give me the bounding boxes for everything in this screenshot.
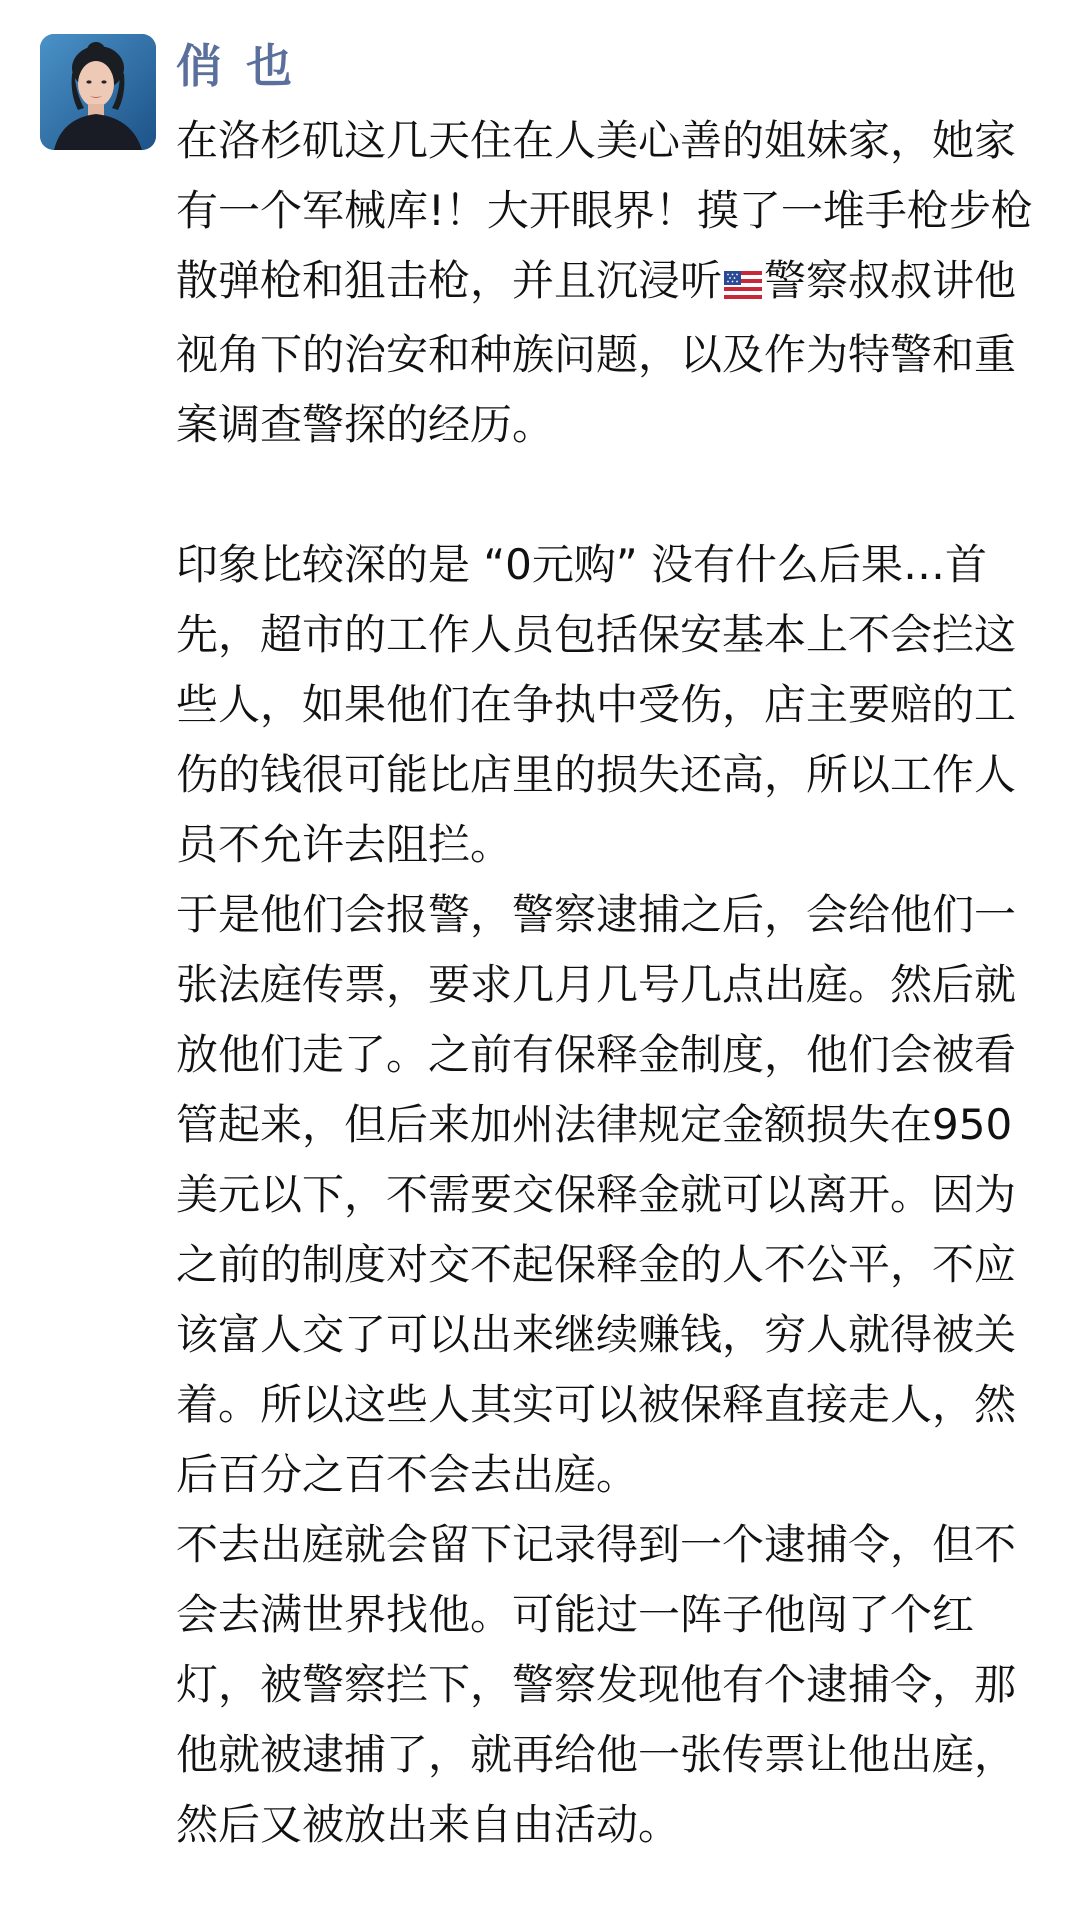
- post-content: [176, 106, 1042, 1860]
- paragraph: 不去出庭就会留下记录得到一个逮捕令，但不会去满世界找他。可能过一阵子他闯了个红灯，被警察拦下，警察发现他有个逮捕令，那他就被逮捕了，就再给他一张传票让他出庭，然后又被放出来自由活动。: [176, 1520, 1017, 1849]
- paragraph-text: 警察叔叔讲他视角下的治安和种族问题，以及作为特警和重案调查警探的经历。: [176, 256, 1017, 449]
- username[interactable]: 俏 也: [176, 39, 297, 93]
- paragraph: [176, 106, 1042, 460]
- paragraph: 于是他们会报警，警察逮捕之后，会给他们一张法庭传票，要求几月几号几点出庭。然后就放他们走了。之前有保释金制度，他们会被看管起来，但后来加州法律规定金额损失在950美元以下，不需要交保释金就可以离开。因为之前的制度对交不起保释金的人不公平，不应该富人交了可以出来继续赚钱，穷人就得被关着。所以这些人其实可以被保释直接走人，然后百分之百不会去出庭。: [176, 890, 1017, 1499]
- us-flag-icon: [724, 250, 762, 320]
- avatar[interactable]: [40, 34, 156, 150]
- paragraph: 印象比较深的是 “0元购” 没有什么后果…首先，超市的工作人员包括保安基本上不会拦这些人，如果他们在争执中受伤，店主要赔的工伤的钱很可能比店里的损失还高，所以工作人员不允许去阻拦。: [176, 540, 1017, 869]
- paragraph-text: 在洛杉矶这几天住在人美心善的姐妹家，她家有一个军械库!！大开眼界！摸了一堆手枪步枪散弹枪和狙击枪，并且沉浸听: [176, 116, 1033, 305]
